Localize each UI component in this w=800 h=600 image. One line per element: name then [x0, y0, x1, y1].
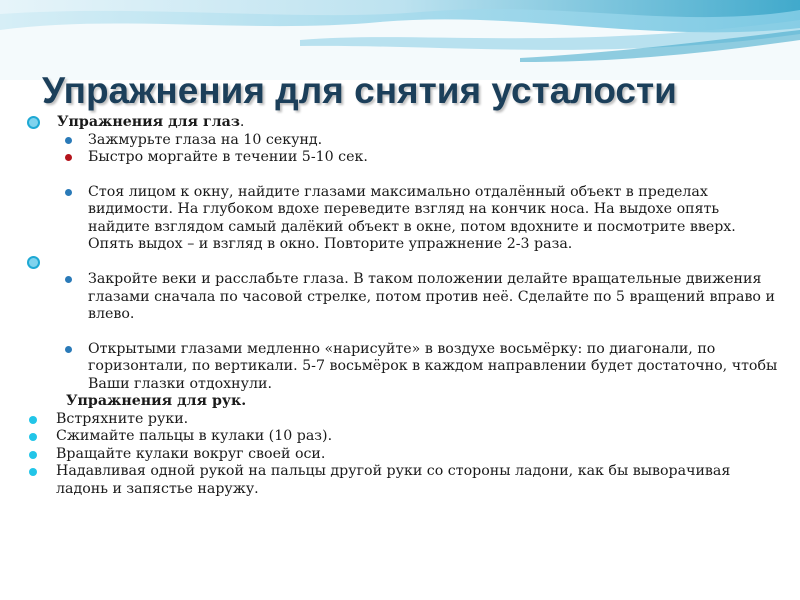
list-item-text: Зажмурьте глаза на 10 секунд. — [88, 131, 323, 148]
eyes-heading-label: Упражнения для глаз — [57, 114, 240, 130]
bullet-icon — [29, 468, 37, 476]
bullet-ring-icon — [27, 116, 40, 129]
bullet-icon — [29, 416, 37, 424]
list-item — [0, 132, 800, 150]
bullet-icon — [29, 451, 37, 459]
list-item — [0, 411, 800, 429]
eyes-heading-suffix: . — [239, 114, 245, 130]
bullet-icon — [29, 433, 37, 441]
list-item — [0, 271, 800, 324]
bullet-icon — [65, 346, 72, 353]
bullet-icon — [65, 154, 72, 161]
bullet-icon — [65, 276, 72, 283]
list-item-text: Сжимайте пальцы в кулаки (10 раз). — [56, 428, 333, 444]
hands-section-heading: Упражнения для рук. — [66, 393, 247, 409]
list-item — [0, 463, 800, 498]
list-item — [0, 428, 800, 446]
list-item-text: Стоя лицом к окну, найдите глазами максимально отдалённый объект в пределах видимости. На глубоком вдохе переведите взгляд на кончик носа. На выдохе опять найдите взглядом самый далёкий объект в окне, потом вдохните и посмотрите вверх. Опять выдох – и взгляд в окно. Повторите упражнение 2-3 раза. — [88, 183, 736, 252]
list-item-text: Вращайте кулаки вокруг своей оси. — [56, 445, 326, 462]
slide-content — [0, 114, 800, 498]
list-item-text: Встряхните руки. — [56, 410, 189, 427]
list-item — [0, 149, 800, 167]
list-item-text: Надавливая одной рукой на пальцы другой руки со стороны ладони, как бы выворачивая ладонь и запястье наружу. — [56, 463, 731, 497]
list-item — [0, 184, 800, 254]
slide-title: Упражнения для снятия усталости — [42, 70, 677, 111]
list-item-text: Быстро моргайте в течении 5-10 сек. — [88, 149, 368, 165]
empty-list-item — [0, 254, 800, 272]
bullet-icon — [65, 137, 72, 144]
bullet-ring-icon — [27, 256, 40, 269]
list-item-text: Открытыми глазами медленно «нарисуйте» в воздухе восьмёрку: по диагонали, по горизонтали, по вертикали. 5-7 восьмёрок в каждом направлении будет достаточно, чтобы Ваши глазки отдохнули. — [88, 340, 778, 392]
list-item-text: Закройте веки и расслабьте глаза. В таком положении делайте вращательные движения глазами сначала по часовой стрелке, потом против неё. Сделайте по 5 вращений вправо и влево. — [88, 271, 775, 322]
list-item — [0, 341, 800, 394]
bullet-icon — [65, 189, 72, 196]
list-item — [0, 446, 800, 464]
wave-decoration — [0, 0, 800, 80]
eyes-section-heading — [0, 114, 800, 132]
